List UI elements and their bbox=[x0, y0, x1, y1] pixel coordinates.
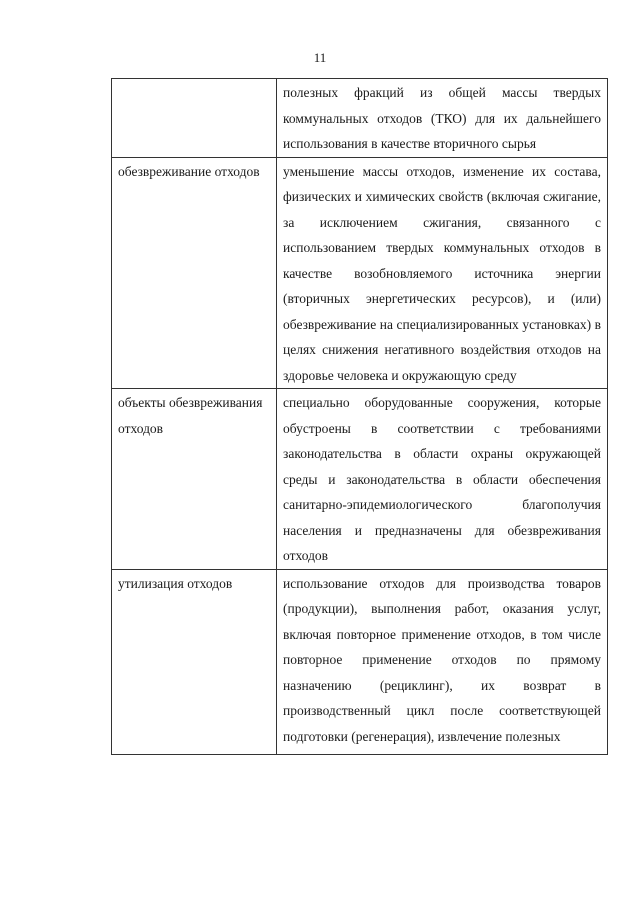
table-row bbox=[112, 569, 608, 754]
term-cell bbox=[112, 79, 277, 158]
term-cell: объекты обезвреживания отходов bbox=[112, 389, 277, 570]
term-cell: утилизация отходов bbox=[112, 569, 277, 754]
definition-cell: уменьшение массы отходов, изменение их состава, физических и химических свойств (включая сжигание, за исключением сжигания, связанного с использованием твердых коммунальных отходов в качестве возобновляемого источника энергии (вторичных энергетических ресурсов), и (или) обезвреживание на специализированных установках) в целях снижения негативного воздействия отходов на здоровье человека и окружающую среду bbox=[277, 157, 608, 389]
definition-cell: использование отходов для производства товаров (продукции), выполнения работ, оказания услуг, включая повторное применение отходов, в том числе повторное применение отходов по прямому назначению (рециклинг), их возврат в производственный цикл после соответствующей подготовки (регенерация), извлечение полезных bbox=[277, 569, 608, 754]
glossary-table bbox=[111, 78, 608, 755]
table-row bbox=[112, 79, 608, 158]
page-number: 11 bbox=[313, 50, 327, 65]
table-row bbox=[112, 157, 608, 389]
definition-cell: специально оборудованные сооружения, которые обустроены в соответствии с требованиями законодательства в области охраны окружающей среды и законодательства в области обеспечения санитарно-эпидемиологического благополучия населения и предназначены для обезвреживания отходов bbox=[277, 389, 608, 570]
definition-cell: полезных фракций из общей массы твердых коммунальных отходов (ТКО) для их дальнейшего использования в качестве вторичного сырья bbox=[277, 79, 608, 158]
table-row bbox=[112, 389, 608, 570]
term-cell: обезвреживание отходов bbox=[112, 157, 277, 389]
